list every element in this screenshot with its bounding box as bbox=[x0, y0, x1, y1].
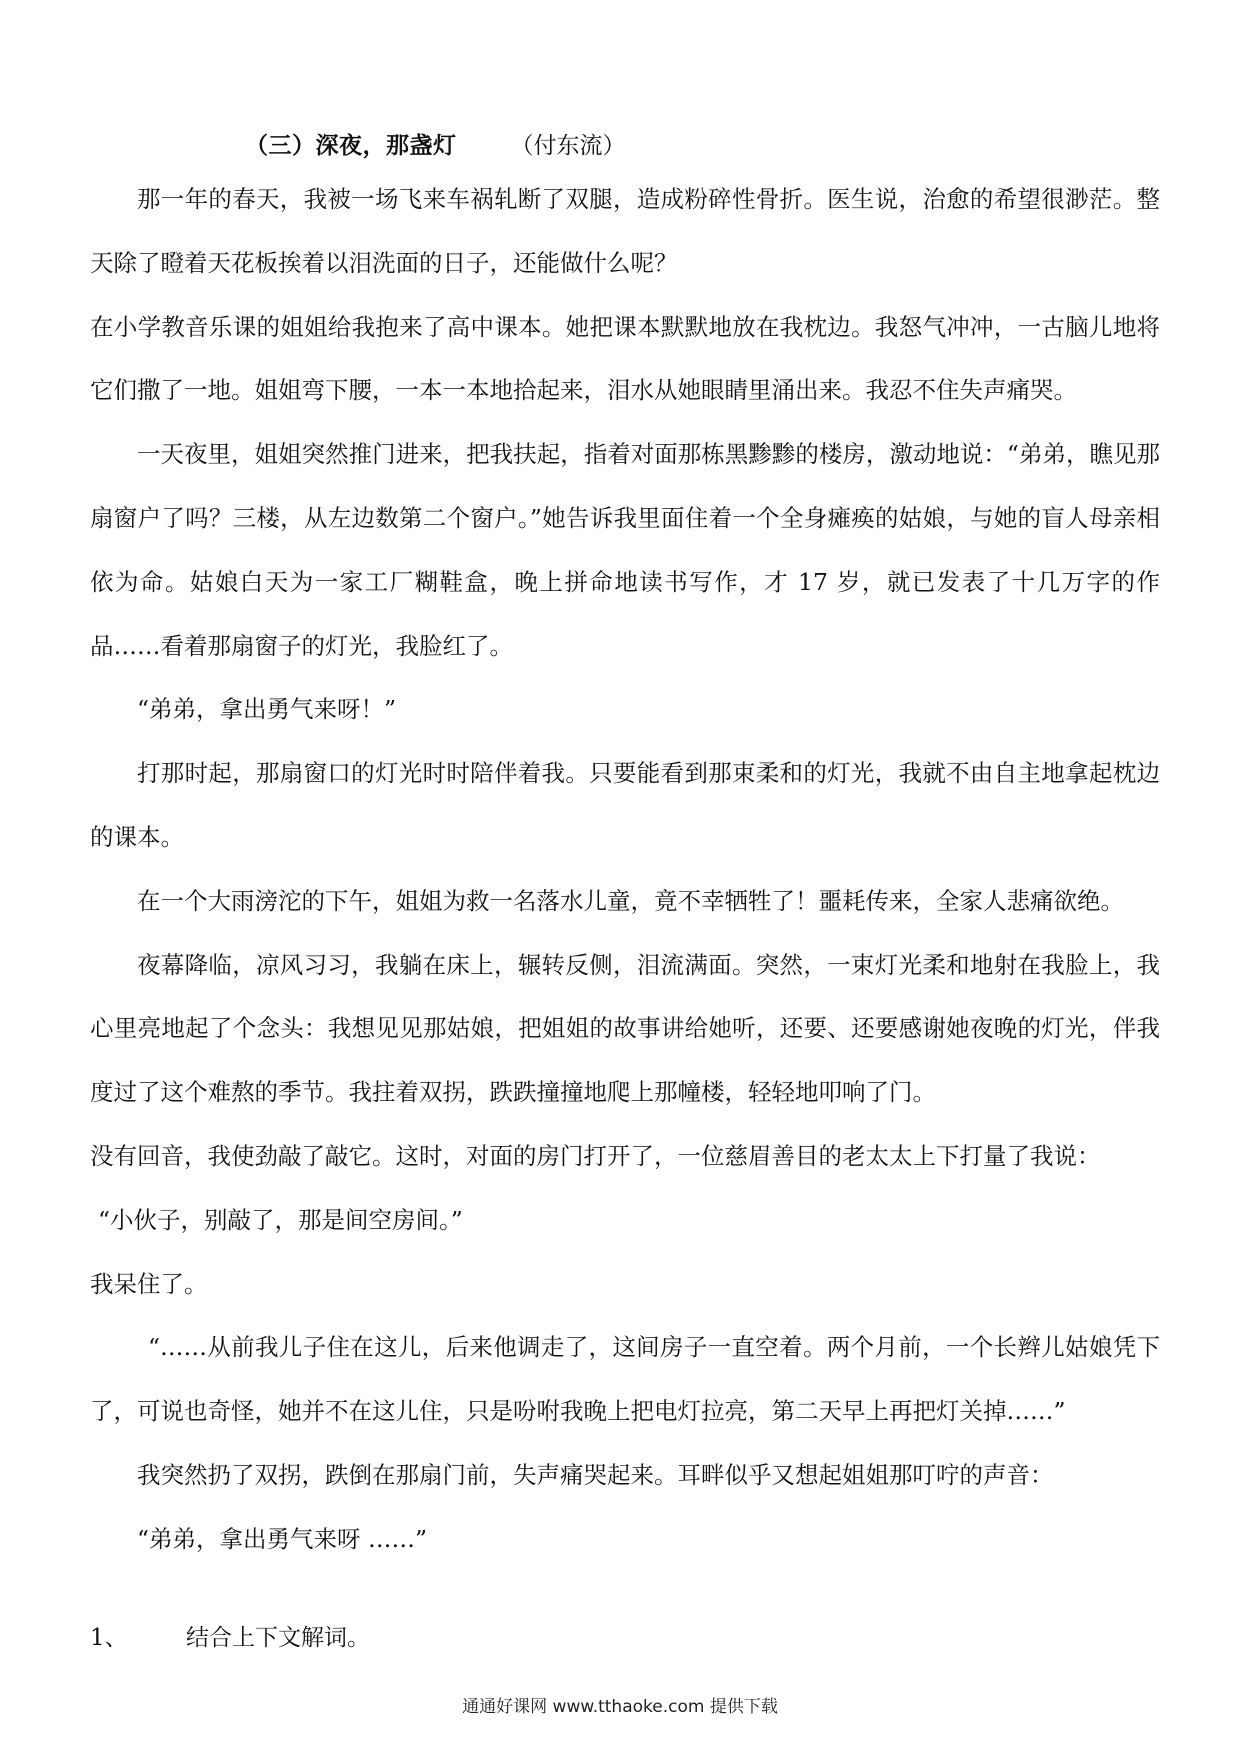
paragraph: 我呆住了。 bbox=[90, 1269, 208, 1298]
paragraph: 没有回音，我使劲敲了敲它。这时，对面的房门打开了，一位慈眉善目的老太太上下打量了我说： bbox=[90, 1141, 1101, 1170]
paragraph: 夜幕降临，凉风习习，我躺在床上，辗转反侧，泪流满面。突然，一束灯光柔和地射在我脸上，我心里亮地起了个念头：我想见见那姑娘，把姐姐的故事讲给她听，还要、还要感谢她夜晚的灯光，伴我度过了这个难熬的季节。我拄着双拐，跌跌撞撞地爬上那幢楼，轻轻地叩响了门。 bbox=[90, 950, 1160, 1107]
question-text: 结合上下文解词。 bbox=[186, 1625, 370, 1651]
article-author: （付东流） bbox=[510, 133, 626, 159]
paragraph: “……从前我儿子住在这儿，后来他调走了，这间房子一直空着。两个月前，一个长辫儿姑娘凭下了，可说也奇怪，她并不在这儿住，只是吩咐我晚上把电灯拉亮，第二天早上再把灯关掉……” bbox=[90, 1333, 1160, 1426]
article-body bbox=[90, 168, 1160, 1572]
paragraph: 在小学教音乐课的姐姐给我抱来了高中课本。她把课本默默地放在我枕边。我怒气冲冲，一古脑儿地将它们撒了一地。姐姐弯下腰，一本一本地拾起来，泪水从她眼睛里涌出来。我忍不住失声痛哭。 bbox=[90, 312, 1160, 405]
page-footer: 通通好课网 www.tthaoke.com 提供下载 bbox=[462, 1697, 778, 1717]
paragraph: “小伙子，别敲了，那是间空房间。” bbox=[98, 1205, 463, 1234]
paragraph: 打那时起，那扇窗口的灯光时时陪伴着我。只要能看到那束柔和的灯光，我就不由自主地拿起枕边的课本。 bbox=[90, 759, 1160, 851]
article-heading bbox=[245, 126, 626, 166]
paragraph: 在一个大雨滂沱的下午，姐姐为救一名落水儿童，竟不幸牺牲了！噩耗传来，全家人悲痛欲绝。 bbox=[137, 886, 1124, 915]
paragraph: 一天夜里，姐姐突然推门进来，把我扶起，指着对面那栋黑黪黪的楼房，激动地说：“弟弟，瞧见那扇窗户了吗？三楼，从左边数第二个窗户。”她告诉我里面住着一个全身瘫痪的姑娘，与她的盲人母亲相依为命。姑娘白天为一家工厂糊鞋盒，晚上拼命地读书写作，才 17 岁，就已发表了十几万字的作品……看着那扇窗子的灯光，我脸红了。 bbox=[90, 440, 1160, 660]
article-title: （三）深夜，那盏灯 bbox=[245, 132, 457, 159]
question-number: 1、 bbox=[90, 1625, 128, 1651]
paragraph: 我突然扔了双拐，跌倒在那扇门前，失声痛哭起来。耳畔似乎又想起姐姐那叮咛的声音： bbox=[137, 1460, 1054, 1489]
question-item bbox=[90, 1618, 370, 1658]
paragraph: “弟弟，拿出勇气来呀！” bbox=[137, 695, 397, 724]
paragraph: 那一年的春天，我被一场飞来车祸轧断了双腿，造成粉碎性骨折。医生说，治愈的希望很渺茫。整天除了瞪着天花板挨着以泪洗面的日子，还能做什么呢？ bbox=[90, 185, 1160, 277]
paragraph: “弟弟，拿出勇气来呀 ……” bbox=[137, 1524, 427, 1553]
